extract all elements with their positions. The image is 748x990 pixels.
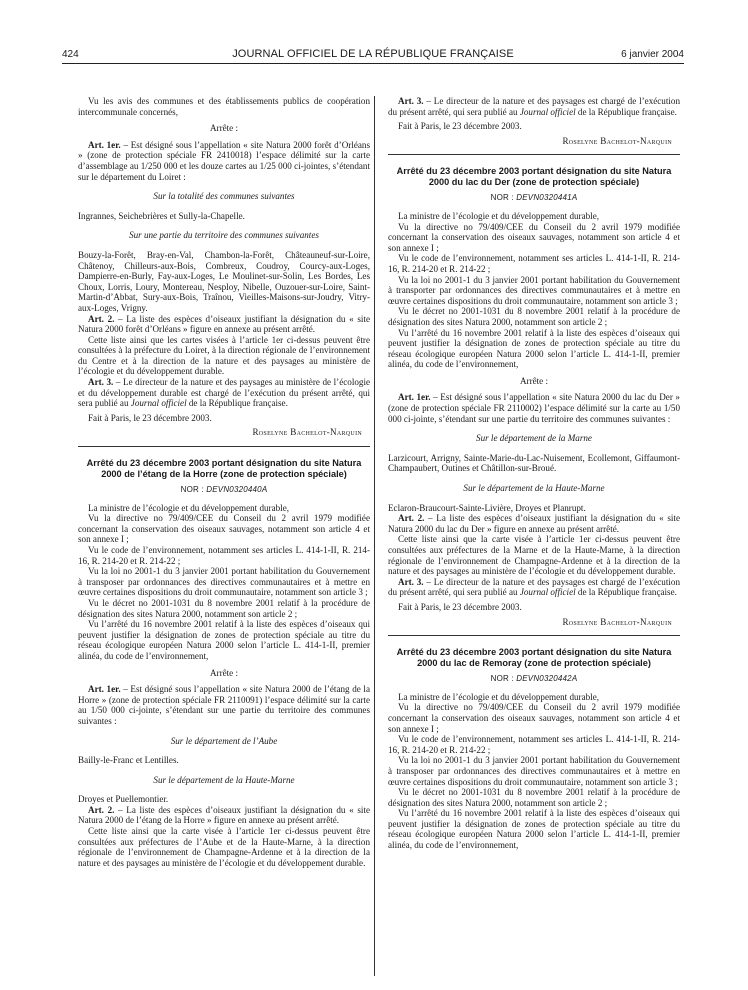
article-3 [388,577,680,598]
signature: Roselyne Bachelot-Narquin [562,135,672,146]
article-text: – La liste des espèces d’oiseaux justifiant la désignation du « site Natura 2000 de l’étang de la Horre » figure en annexe au présent arrêté. [78,804,370,826]
nor-label: NOR : [490,674,517,684]
minister-line: La ministre de l’écologie et du développement durable, [398,691,599,702]
nor-code: DEVN0320442A [516,674,578,684]
article-label: Art. 1er. [398,392,431,403]
header-rule [62,63,684,64]
nor-reference [388,193,680,204]
decree-title: Arrêté du 23 décembre 2003 portant désignation du site Natura 2000 du lac du Der (zone de protection spéciale) [396,166,672,187]
subheading: Sur le département de la Haute-Marne [153,774,295,785]
article-text: – Est désigné sous l’appellation « site Natura 2000 de l’étang de la Horre » (zone de protection spéciale FR 2110091) l’espace délimité sur la carte au 1/50 000 ci-jointe, s’étendant sur une partie du territoire des communes suivantes : [78,684,370,726]
right-column [388,96,680,851]
article-label: Art. 2. [398,513,425,524]
article-text: – La liste des espèces d’oiseaux justifiant la désignation du « site Natura 2000 forêt d’Orléans » figure en annexe au présent arrêté. [78,313,370,335]
fait-line: Fait à Paris, le 23 décembre 2003. [398,601,522,612]
article-1 [388,392,680,424]
page-header [62,45,684,65]
vu-paragraph: Vu la directive no 79/409/CEE du Conseil du 2 avril 1979 modifiée concernant la conservation des oiseaux sauvages, notamment son article 4 et son annexe I ; [78,513,370,545]
vu-paragraph: Vu la loi no 2001-1 du 3 janvier 2001 portant habilitation du Gouvernement à transposer par ordonnances des directives communautaires et à mettre en œuvre certaines dispositions du droit communautaire, notamment son article 3 ; [388,755,680,787]
fait-line: Fait à Paris, le 23 décembre 2003. [398,121,522,132]
nor-code: DEVN0320440A [206,485,268,495]
vu-paragraph: Vu la directive no 79/409/CEE du Conseil du 2 avril 1979 modifiée concernant la conservation des oiseaux sauvages, notamment son article 4 et son annexe I ; [388,702,680,734]
article-1 [78,140,370,182]
arrete-heading: Arrête : [209,667,239,678]
article-text: – Le directeur de la nature et des paysages est chargé de l’exécution du présent arrêté, qui sera publié au [388,576,681,598]
communes-list: Eclaron-Braucourt-Sainte-Livière, Droyes et Planrupt. [388,502,586,513]
article-2-paragraph: Cette liste ainsi que la carte visée à l’article 1er ci-dessus peuvent être consultées aux préfectures de l’Aube et de la Haute-Marne, à la direction régionale de l’environnement de Champagne-Ardenne et à la direction de la nature et des paysages au ministère de l’écologie et du développement durable. [78,826,370,868]
article-text-end: de la République française. [186,398,288,409]
nor-code: DEVN0320441A [516,193,578,203]
communes-list: Bouzy-la-Forêt, Bray-en-Val, Chambon-la-Forêt, Châteauneuf-sur-Loire, Châtenoy, Chilleurs-aux-Bois, Combreux, Coudroy, Courcy-aux-Loges, Dampierre-en-Burly, Fay-aux-Loges, Le Moulinet-sur-Solin, Les Bordes, Les Choux, Lorris, Loury, Montereau, Nesploy, Nibelle, Ouzouer-sur-Loire, Saint-Martin-d’Abbat, Sury-aux-Bois, Traînou, Vieilles-Maisons-sur-Joudry, Vitry-aux-Loges, Vrigny. [78,249,370,313]
left-column [78,96,370,868]
section-separator [388,154,680,155]
article-2-paragraph: Cette liste ainsi que les cartes visées à l’article 1er ci-dessus peuvent être consultées à la préfecture du Loiret, à la direction régionale de l’environnement du Centre et à la direction de la nature et des paysages au ministère de l’écologie et du développement durable. [78,334,370,377]
subheading: Sur le département de la Haute-Marne [463,483,605,494]
signature: Roselyne Bachelot-Narquin [562,616,672,627]
section-separator [388,635,680,636]
nor-reference [388,674,680,685]
fait-line: Fait à Paris, le 23 décembre 2003. [88,412,212,423]
vu-paragraph: Vu le décret no 2001-1031 du 8 novembre 2001 relatif à la procédure de désignation des sites Natura 2000, notamment son article 2 ; [388,787,680,808]
communes-list: Droyes et Puellemontier. [78,794,169,805]
vu-paragraph: Vu l’arrêté du 16 novembre 2001 relatif à la liste des espèces d’oiseaux qui peuvent justifier la désignation de zones de protection spéciale au titre du réseau écologique européen Natura 2000 selon l’article L. 414-1-II, premier alinéa, du code de l’environnement, [78,619,370,661]
article-3 [78,377,370,409]
article-text: – La liste des espèces d’oiseaux justifiant la désignation du « site Natura 2000 du lac du Der » figure en annexe au présent arrêté. [388,513,680,534]
subheading: Sur la totalité des communes suivantes [153,191,295,202]
article-label: Art. 2. [88,313,115,324]
subheading: Sur le département de la Marne [476,433,592,444]
column-divider [374,96,375,976]
communes-list: Bailly-le-Franc et Lentilles. [78,755,179,766]
article-label: Art. 3. [398,96,424,106]
nor-label: NOR : [180,485,207,495]
article-text: – Le directeur de la nature et des paysages est chargé de l’exécution du présent arrêté, qui sera publié au [388,96,681,117]
journal-title: JOURNAL OFFICIEL DE LA RÉPUBLIQUE FRANÇAISE [232,48,514,60]
article-text: – Le directeur de la nature et des paysages au ministère de l’écologie et du développement durable est chargé de l’exécution du présent arrêté, qui sera publié au [78,377,371,409]
minister-line: La ministre de l’écologie et du développement durable, [88,502,289,513]
article-2 [78,314,370,335]
article-2 [78,805,370,826]
article-label: Art. 3. [398,576,424,587]
signature: Roselyne Bachelot-Narquin [252,427,362,438]
arrete-heading: Arrête : [519,375,549,386]
nor-label: NOR : [490,193,517,203]
nor-reference [78,485,370,496]
subheading: Sur une partie du territoire des communes suivantes [129,230,319,241]
article-label: Art. 1er. [88,684,121,695]
vu-paragraph: Vu la loi no 2001-1 du 3 janvier 2001 portant habilitation du Gouvernement à transposer par ordonnances des directives communautaires et à mettre en œuvre certaines dispositions du droit communautaire, notamment son article 3 ; [78,566,370,598]
vu-paragraph: Vu le code de l’environnement, notamment ses articles L. 414-1-II, R. 214-16, R. 214-20 et R. 214-22 ; [78,545,370,566]
subheading: Sur le département de l’Aube [170,735,278,746]
article-2-paragraph: Cette liste ainsi que la carte visée à l’article 1er ci-dessus peuvent être consultées aux préfectures de la Marne et de la Haute-Marne, à la direction régionale de l’environnement de Champagne-Ardenne et à la direction de la nature et des paysages au ministère de l’écologie et du développement durable. [388,534,680,577]
vu-paragraph: Vu l’arrêté du 16 novembre 2001 relatif à la liste des espèces d’oiseaux qui peuvent justifier la désignation de zones de protection spéciale au titre du réseau écologique européen Natura 2000 selon l’article L. 414-1-II, premier alinéa, du code de l’environnement, [388,808,680,851]
vu-paragraph: Vu la directive no 79/409/CEE du Conseil du 2 avril 1979 modifiée concernant la conservation des oiseaux sauvages, notamment son article 4 et son annexe I ; [388,221,680,253]
article-text-end: de la République française. [575,587,677,598]
issue-date: 6 janvier 2004 [621,49,684,60]
communes-list: Larzicourt, Arrigny, Sainte-Marie-du-Lac-Nuisement, Ecollemont, Giffaumont-Champaubert, Outines et Châtillon-sur-Broué. [388,452,680,474]
article-text: – Est désigné sous l’appellation « site Natura 2000 du lac du Der » (zone de protection spéciale FR 2110002) l’espace délimité sur la carte au 1/50 000 ci-jointe, s’étendant sur une partie du territoire des communes suivantes : [388,392,680,424]
communes-list: Ingrannes, Seichebrières et Sully-la-Chapelle. [78,210,245,221]
article-3 [388,96,680,117]
vu-paragraph: Vu le code de l’environnement, notamment ses articles L. 414-1-II, R. 214-16, R. 214-20 et R. 214-22 ; [388,734,680,755]
article-2 [388,513,680,534]
article-label: Art. 3. [88,377,114,388]
article-label: Art. 2. [88,804,115,815]
section-separator [78,446,370,447]
vu-paragraph: Vu l’arrêté du 16 novembre 2001 relatif à la liste des espèces d’oiseaux qui peuvent justifier la désignation de zones de protection spéciale au titre du réseau écologique européen Natura 2000 selon l’article L. 414-1-II, premier alinéa, du code de l’environnement, [388,327,680,370]
article-text: – Est désigné sous l’appellation « site Natura 2000 forêt d’Orléans » (zone de protection spéciale FR 2410018) l’espace délimité sur la carte d’assemblage au 1/250 000 et les douze cartes au 1/25 000 ci-jointes, s’étendant sur le département du Loiret : [78,139,370,182]
journal-ref: Journal officiel [519,587,576,598]
vu-paragraph: Vu le code de l’environnement, notamment ses articles L. 414-1-II, R. 214-16, R. 214-20 et R. 214-22 ; [388,253,680,274]
article-1 [78,684,370,726]
article-text-end: de la République française. [575,106,677,117]
journal-ref: Journal officiel [130,398,187,409]
intro-paragraph: Vu les avis des communes et des établissements publics de coopération intercommunale concernés, [78,96,370,117]
arrete-heading: Arrête : [209,123,239,134]
journal-ref: Journal officiel [519,106,576,117]
page-number: 424 [62,49,79,60]
decree-title: Arrêté du 23 décembre 2003 portant désignation du site Natura 2000 du lac de Remoray (zone de protection spéciale) [396,647,672,668]
vu-paragraph: Vu la loi no 2001-1 du 3 janvier 2001 portant habilitation du Gouvernement à transporter par ordonnances des directives communautaires et à mettre en œuvre certaines dispositions du droit communautaire, notamment son article 3 ; [388,274,680,306]
vu-paragraph: Vu le décret no 2001-1031 du 8 novembre 2001 relatif à la procédure de désignation des sites Natura 2000, notamment son article 2 ; [78,597,370,619]
minister-line: La ministre de l’écologie et du développement durable, [398,210,599,221]
vu-paragraph: Vu le décret no 2001-1031 du 8 novembre 2001 relatif à la procédure de désignation des sites Natura 2000, notamment son article 2 ; [388,306,680,327]
article-label: Art. 1er. [88,139,121,150]
decree-title: Arrêté du 23 décembre 2003 portant désignation du site Natura 2000 de l’étang de la Horre (zone de protection spéciale) [86,458,362,479]
